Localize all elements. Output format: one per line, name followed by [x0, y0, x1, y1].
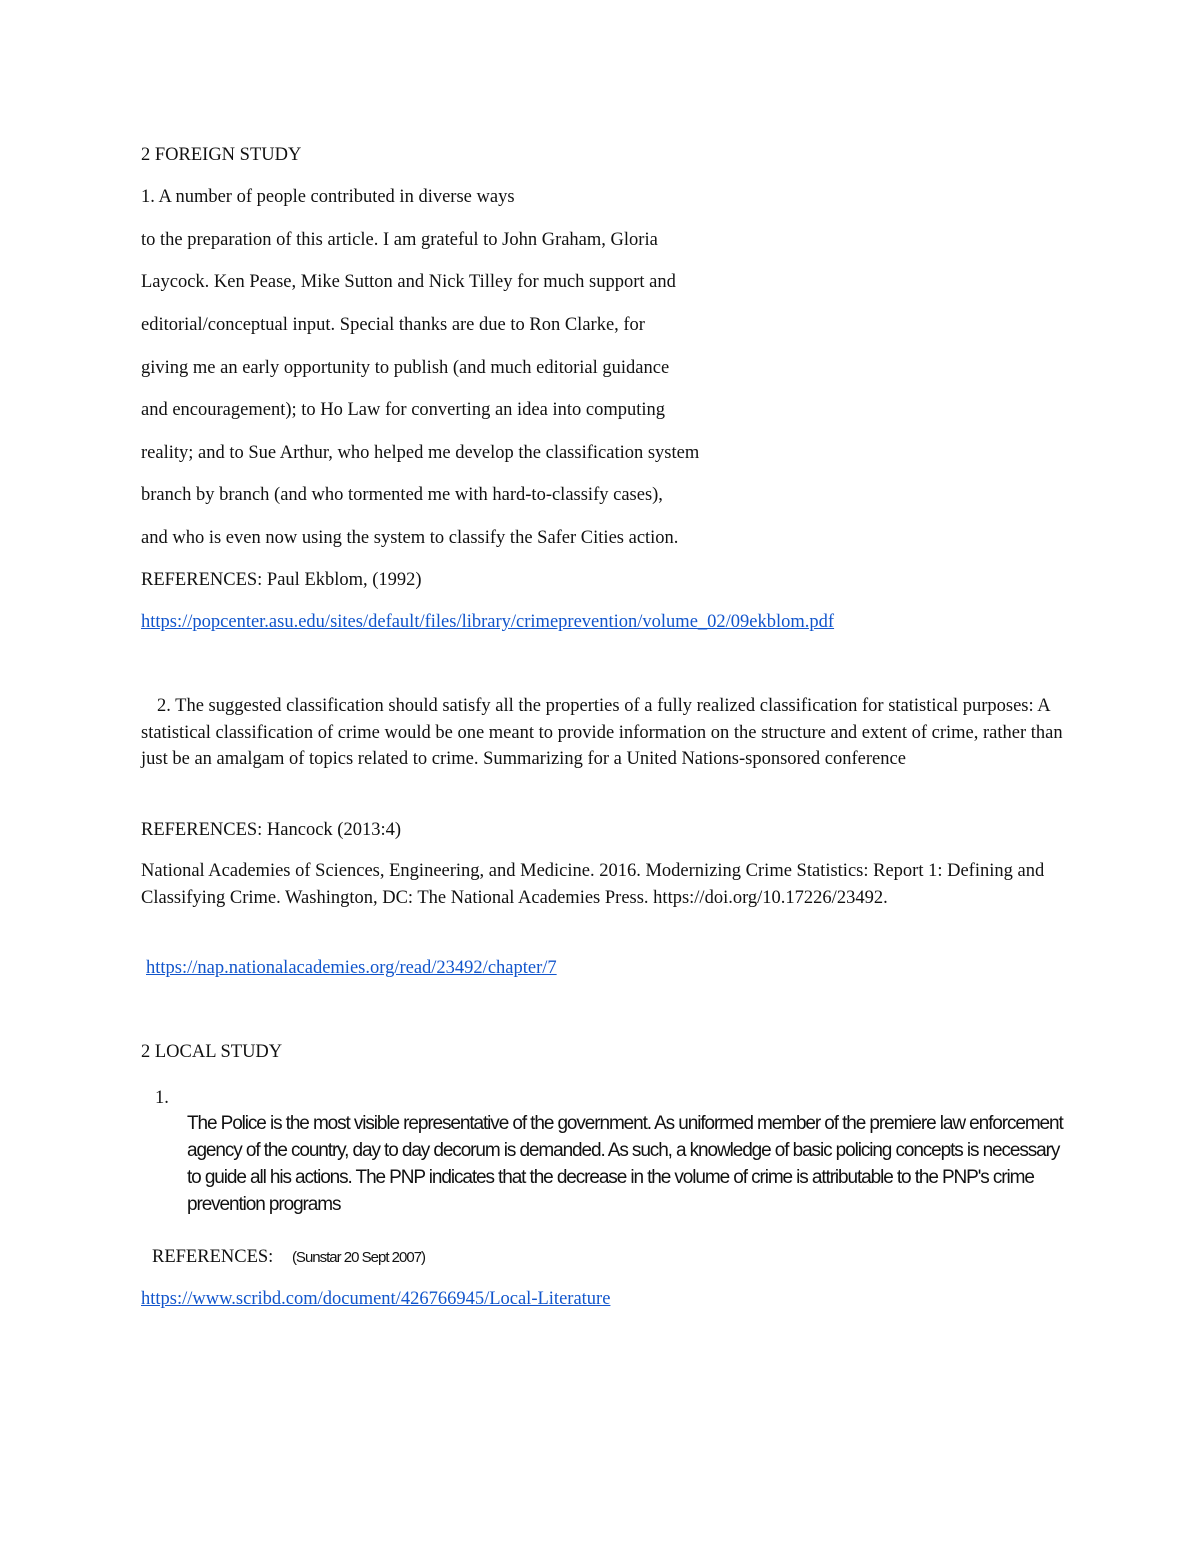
foreign-item1-reference: REFERENCES: Paul Ekblom, (1992) [141, 570, 422, 590]
foreign-item1-line: and who is even now using the system to classify the Safer Cities action. [141, 528, 679, 548]
local-item1-link[interactable]: https://www.scribd.com/document/426766945/Local-Literature [141, 1289, 611, 1309]
foreign-study-heading: 2 FOREIGN STUDY [141, 145, 302, 165]
foreign-item1-line: branch by branch (and who tormented me with hard-to-classify cases), [141, 485, 663, 505]
local-item1-number: 1. [155, 1088, 169, 1108]
foreign-item2-paragraph: 2. The suggested classification should satisfy all the properties of a fully realized classification for statistical purposes: A statistical classification of crime would be one meant to provide information on the structure and extent of crime, rather than just be an amalgam of topics related to crime. Summarizing for a United Nations-sponsored conference [141, 696, 1063, 769]
foreign-item1-line: Laycock. Ken Pease, Mike Sutton and Nick Tilley for much support and [141, 272, 676, 292]
foreign-item1-line: editorial/conceptual input. Special thanks are due to Ron Clarke, for [141, 315, 645, 335]
foreign-item2-reference: REFERENCES: Hancock (2013:4) [141, 820, 402, 840]
foreign-item1-link[interactable]: https://popcenter.asu.edu/sites/default/files/library/crimeprevention/volume_02/09ekblom.pdf [141, 612, 835, 632]
local-reference-source: (Sunstar 20 Sept 2007) [291, 1249, 426, 1266]
foreign-item1-line: to the preparation of this article. I am grateful to John Graham, Gloria [141, 230, 658, 250]
local-study-heading: 2 LOCAL STUDY [141, 1042, 283, 1062]
foreign-item2-citation: National Academies of Sciences, Engineering, and Medicine. 2016. Modernizing Crime Statistics: Report 1: Defining and Classifying Crime. Washington, DC: The National Academies Press. https://doi.org/10.17226/23492. [141, 861, 1045, 908]
foreign-item1-line: reality; and to Sue Arthur, who helped me develop the classification system [141, 443, 700, 463]
foreign-item1-line: and encouragement); to Ho Law for converting an idea into computing [141, 400, 665, 420]
foreign-item2-link[interactable]: https://nap.nationalacademies.org/read/23492/chapter/7 [146, 958, 557, 978]
local-item1-reference [152, 1246, 425, 1269]
local-reference-label: REFERENCES: [152, 1247, 274, 1267]
foreign-item1-line: 1. A number of people contributed in diverse ways [141, 187, 515, 207]
local-item1-paragraph: The Police is the most visible representative of the government. As uniformed member of the premiere law enforcement agency of the country, day to day decorum is demanded. As such, a knowledge of basic policing concepts is necessary to guide all his actions. The PNP indicates that the decrease in the volume of crime is attributable to the PNP's crime prevention programs [187, 1113, 1063, 1215]
foreign-item1-line: giving me an early opportunity to publish (and much editorial guidance [141, 358, 670, 378]
